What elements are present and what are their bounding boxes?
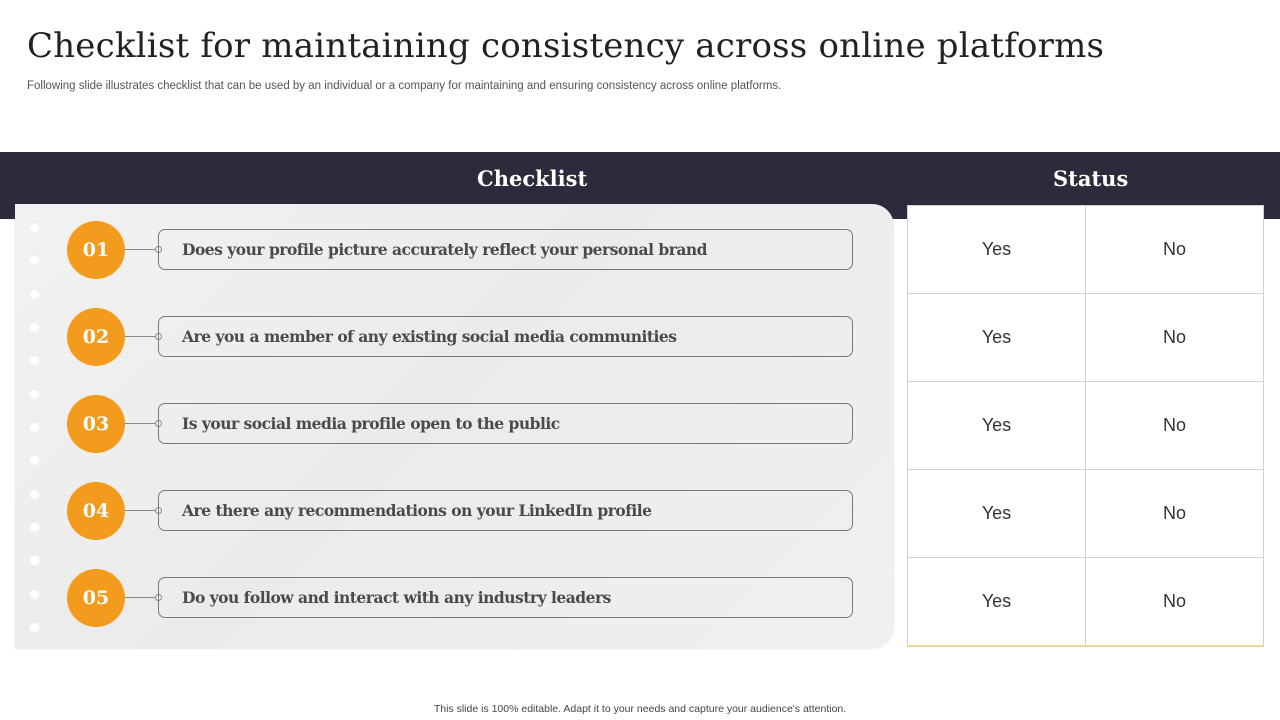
- paper-hole: [29, 488, 40, 499]
- checklist-item: [67, 482, 857, 540]
- checklist-item: [67, 221, 857, 279]
- paper-hole: [29, 521, 40, 532]
- checklist-item: [67, 308, 857, 366]
- paper-hole: [29, 354, 40, 365]
- status-row: [908, 294, 1264, 382]
- paper-hole: [29, 621, 40, 632]
- checklist-item-text: Are there any recommendations on your LinkedIn profile: [158, 490, 853, 531]
- status-no-cell[interactable]: No: [1086, 382, 1264, 470]
- status-no-cell[interactable]: No: [1086, 558, 1264, 647]
- status-row: [908, 470, 1264, 558]
- checklist-item: [67, 569, 857, 627]
- status-yes-cell[interactable]: Yes: [908, 206, 1086, 294]
- status-header: Status: [1053, 166, 1129, 191]
- checklist-item-text: Is your social media profile open to the public: [158, 403, 853, 444]
- checklist-item-text: Are you a member of any existing social media communities: [158, 316, 853, 357]
- page-title: Checklist for maintaining consistency across online platforms: [27, 26, 1105, 66]
- item-number-badge: 01: [67, 221, 125, 279]
- footer-note: This slide is 100% editable. Adapt it to your needs and capture your audience's attention.: [433, 703, 847, 715]
- paper-hole: [29, 321, 40, 332]
- connector-line: [125, 597, 158, 598]
- status-row: [908, 206, 1264, 294]
- status-yes-cell[interactable]: Yes: [908, 470, 1086, 558]
- connector-line: [125, 336, 158, 337]
- connector-line: [125, 423, 158, 424]
- item-number-badge: 02: [67, 308, 125, 366]
- item-number-badge: 05: [67, 569, 125, 627]
- status-no-cell[interactable]: No: [1086, 294, 1264, 382]
- status-yes-cell[interactable]: Yes: [908, 558, 1086, 647]
- paper-hole: [29, 554, 40, 565]
- status-yes-cell[interactable]: Yes: [908, 382, 1086, 470]
- status-no-cell[interactable]: No: [1086, 206, 1264, 294]
- paper-hole: [29, 221, 40, 232]
- connector-line: [125, 249, 158, 250]
- checklist-item: [67, 395, 857, 453]
- checklist-item-text: Do you follow and interact with any industry leaders: [158, 577, 853, 618]
- status-yes-cell[interactable]: Yes: [908, 294, 1086, 382]
- paper-hole: [29, 421, 40, 432]
- status-row: [908, 382, 1264, 470]
- paper-hole: [29, 588, 40, 599]
- checklist-header: Checklist: [477, 166, 588, 191]
- page-subtitle: Following slide illustrates checklist that can be used by an individual or a company for maintaining and ensuring consistency across online platforms.: [27, 80, 782, 92]
- paper-hole: [29, 388, 40, 399]
- paper-hole: [29, 454, 40, 465]
- paper-hole: [29, 254, 40, 265]
- status-table: [907, 205, 1264, 647]
- checklist-item-text: Does your profile picture accurately reflect your personal brand: [158, 229, 853, 270]
- status-no-cell[interactable]: No: [1086, 470, 1264, 558]
- item-number-badge: 03: [67, 395, 125, 453]
- status-row: [908, 558, 1264, 647]
- item-number-badge: 04: [67, 482, 125, 540]
- paper-hole: [29, 288, 40, 299]
- connector-line: [125, 510, 158, 511]
